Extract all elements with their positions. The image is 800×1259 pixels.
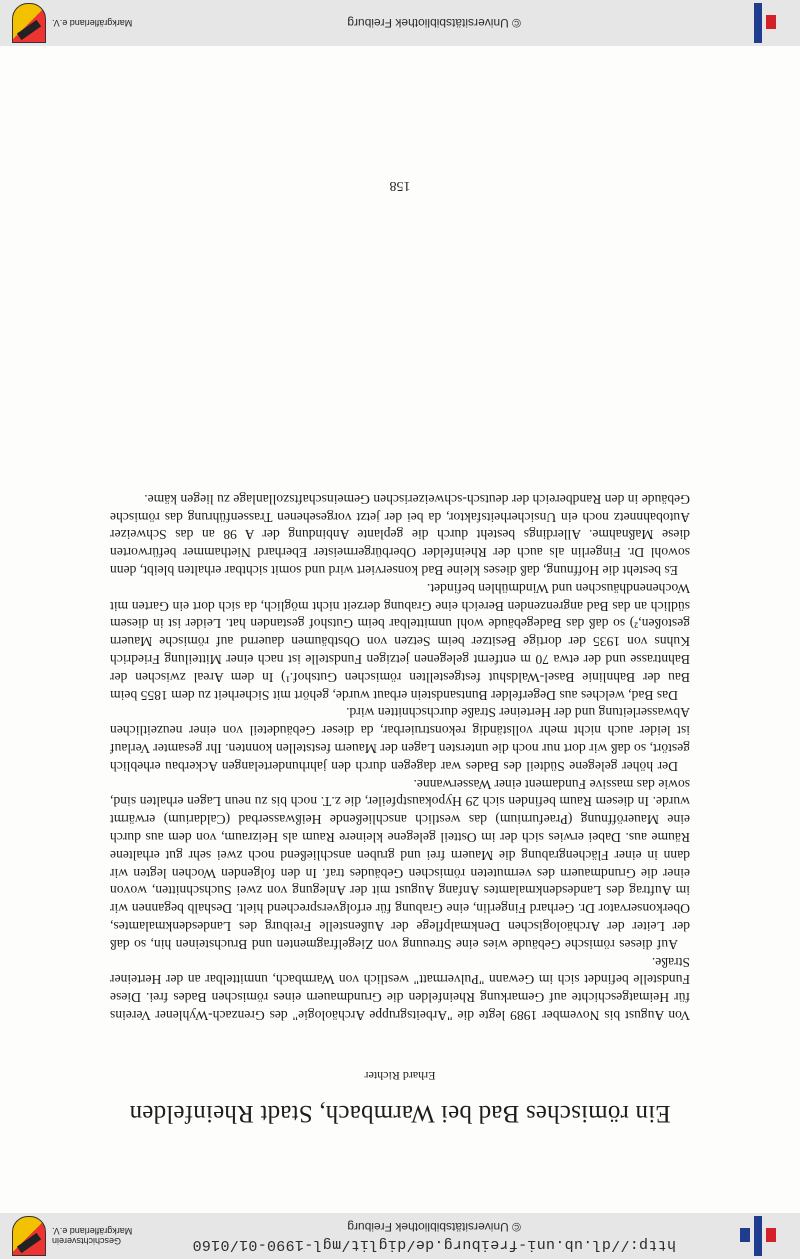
article-body xyxy=(110,490,690,1024)
geschichtsverein-shield-icon xyxy=(12,3,46,43)
paragraph: Das Bad, welches aus Degerfelder Buntsandstein erbaut wurde, gehört mit Sicherheit zu dem 1855 beim Bau der Bahnlinie Basel-Waldshut festgestellten römischen Gutshof.¹) In dem Areal zwischen der Bahntrasse und der etwa 70 m entfernt gelegenen jetzigen Fundstelle ist nach einer Mitteilung Friedrich Kuhns von 1935 der dortige Besitzer beim Setzen von Obstbäumen dauernd auf römische Mauern gestoßen,²) so daß das Badegebäude wohl unmittelbar beim Gutshof gestanden hat. Leider ist in diesem südlich an das Bad angrenzenden Bereich eine Grabung derzeit nicht möglich, da sich dort ein Garten mit Wochenendhäuschen und Windmühlen befindet. xyxy=(110,580,690,703)
society-region: Markgräflerland e.V. xyxy=(52,18,133,29)
page-number: 158 xyxy=(389,178,411,193)
society-region: Markgräflerland e.V. xyxy=(52,1226,133,1236)
article-author: Erhard Richter xyxy=(364,1069,436,1083)
document-url[interactable]: http://dl.ub.uni-freiburg.de/diglit/mgl-1990-01/0160 xyxy=(192,1235,676,1253)
paragraph: Es besteht die Hoffnung, daß dieses kleine Bad konserviert wird und somit sichtbar erhalten bleibt, denn sowohl Dr. Fingerlin als auch der Rheinfelder Oberbürgermeister Eberhard Niethammer befürworten diese Maßnahme. Allerdings besteht durch die geplante Anbindung der A 98 an das Schweizer Autobahnnetz noch ein Unsicherheitsfaktor, da bei der jetzt vorgesehenen Trassenführung das römische Gebäude in den Randbereich der deutsch-schweizerischen Gemeinschaftszollanlage zu liegen käme. xyxy=(110,491,690,579)
header-bar xyxy=(0,1213,800,1259)
article-title: Ein römisches Bad bei Warmbach, Stadt Rheinfelden xyxy=(129,1100,671,1127)
paragraph: Der höher gelegene Südteil des Bades war dagegen durch den jahrhundertelangen Ackerbau erheblich gestört, so daß wir dort nur noch die untersten Lagen der Mauern feststellen konnten. Ihr gesamter Verlauf ist leider auch nicht mehr vollständig rekonstruierbar, da dieser Gebäudeteil von einer neuzeitlichen Abwasserleitung und der Herteiner Straße durchschnitten wird. xyxy=(110,705,690,774)
ub-freiburg-logo-icon xyxy=(736,3,780,43)
footer-bar xyxy=(0,0,800,46)
library-credit: © Universitätsbibliothek Freiburg xyxy=(347,16,521,31)
society-name: Geschichtsverein xyxy=(52,1236,122,1247)
paragraph: Auf dieses römische Gebäude wies eine Streuung von Ziegelfragmenten und Bruchsteinen hin, so daß der Leiter der Archäologischen Denkmalpflege der Außenstelle Freiburg des Landesdenkmalamtes, Oberkonservator Dr. Gerhard Fingerlin, eine Grabung für erfolgversprechend hielt. Deshalb begannen wir im Auftrag des Landesdenkmalamtes Anfang August mit der Anlegung von zwei Suchschnitten, wovon einer die Grundmauern des vermuteten römischen Gebäudes traf. In den folgenden Wochen legten wir dann in einer Flächengrabung die Mauern frei und gruben anschließend noch zwei sehr gut erhaltene Räume aus. Dabei erwies sich der im Ostteil gelegene kleinere Raum als Heizraum, von dem aus durch eine Maueröffnung (Praefurnium) das westlich anschließende Heißwasserbad (Caldarium) erwärmt wurde. In diesem Raum befinden sich 29 Hypokaustpfeiler, die z.T. noch bis zu neun Lagen erhalten sind, sowie das massive Fundament einer Wasserwanne. xyxy=(110,776,690,952)
society-logo xyxy=(12,1216,132,1256)
society-logo xyxy=(12,3,132,43)
ub-freiburg-logo-icon xyxy=(736,1216,780,1256)
library-credit: © Universitätsbibliothek Freiburg xyxy=(347,1220,521,1235)
geschichtsverein-shield-icon xyxy=(12,1216,46,1256)
article xyxy=(110,490,690,1171)
paragraph: Von August bis November 1989 legte die "Arbeitsgruppe Archäologie" des Grenzach-Wyhlener Vereins für Heimatgeschichte auf Gemarkung Rheinfelden die Grundmauern eines römischen Bades frei. Diese Fundstelle befindet sich im Gewann "Pulvermatt" westlich von Warmbach, unmittelbar an der Herteiner Straße. xyxy=(110,954,690,1023)
